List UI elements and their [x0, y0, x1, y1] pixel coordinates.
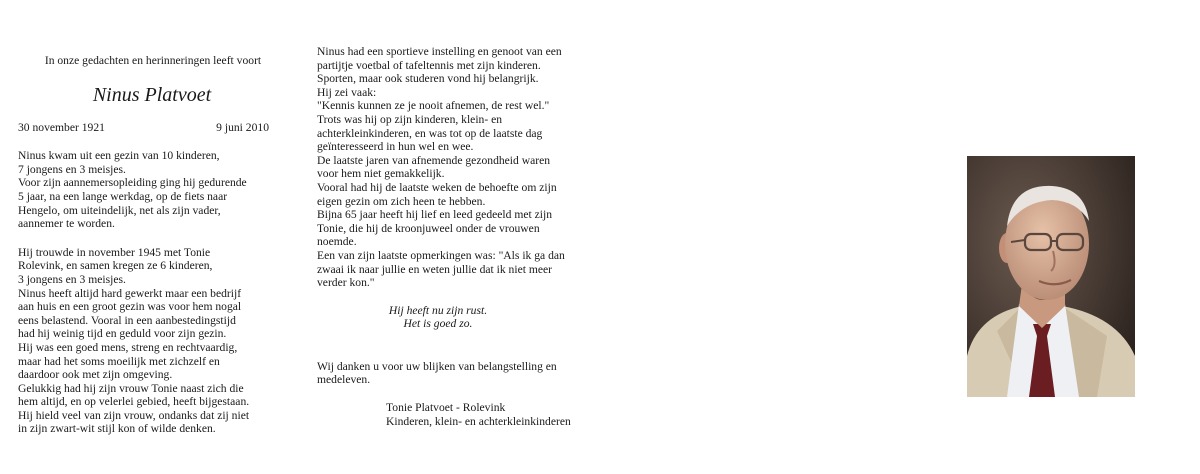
middle-column — [317, 45, 597, 428]
text-line: zwaai ik naar jullie en weten jullie dat ik niet meer — [317, 262, 552, 276]
text-line: medeleven. — [317, 373, 371, 387]
portrait-photo-icon — [967, 156, 1135, 397]
text-line: 5 jaar, na een lange werkdag, op de fiets naar — [18, 189, 228, 203]
closing-quote — [317, 304, 597, 331]
text-line: Een van zijn laatste opmerkingen was: "Als ik ga dan — [317, 248, 565, 262]
text-line: Kinderen, klein- en achterkleinkinderen — [386, 414, 571, 428]
text-line: voor hem niet gemakkelijk. — [317, 167, 445, 181]
text-line: maar had het soms moeilijk met zichzelf en — [18, 354, 220, 368]
text-line: eens belastend. Vooral in een aanbestedingstijd — [18, 313, 236, 327]
text-line: Hij trouwde in november 1945 met Tonie — [18, 245, 211, 259]
thanks-text — [317, 360, 597, 387]
text-line: daardoor ook met zijn omgeving. — [18, 368, 173, 382]
text-line: achterkleinkinderen, en was tot op de laatste dag — [317, 126, 543, 140]
text-line: Tonie Platvoet - Rolevink — [386, 401, 506, 415]
text-line: verder kon." — [317, 276, 375, 290]
date-born: 30 november 1921 — [18, 120, 105, 134]
text-line: aan huis en een groot gezin was voor hem nogal — [18, 300, 242, 314]
text-line: Gelukkig had hij zijn vrouw Tonie naast zich die — [18, 381, 244, 395]
text-line: Ninus heeft altijd hard gewerkt maar een bedrijf — [18, 286, 242, 300]
text-line: "Kennis kunnen ze je nooit afnemen, de rest wel." — [317, 99, 550, 113]
text-line: Trots was hij op zijn kinderen, klein- en — [317, 112, 503, 126]
text-line: Hij hield veel van zijn vrouw, ondanks dat zij niet — [18, 408, 250, 422]
text-line: hem altijd, en op velerlei gebied, heeft bijgestaan. — [18, 395, 250, 409]
left-column — [18, 54, 280, 436]
life-dates — [18, 121, 269, 135]
text-line: Wij danken u voor uw blijken van belangstelling en — [317, 359, 557, 373]
text-line: Sporten, maar ook studeren vond hij belangrijk. — [317, 72, 539, 86]
text-line: geïnteresseerd in hun wel en wee. — [317, 140, 474, 154]
text-line: Bijna 65 jaar heeft hij lief en leed gedeeld met zijn — [317, 208, 552, 222]
text-line: Hij zei vaak: — [317, 85, 377, 99]
deceased-name: Ninus Platvoet — [92, 83, 212, 106]
text-line: noemde. — [317, 235, 357, 249]
text-line: De laatste jaren van afnemende gezondheid waren — [317, 153, 551, 167]
text-line: Hij heeft nu zijn rust. — [388, 303, 488, 317]
intro-line: In onze gedachten en herinneringen leeft voort — [44, 54, 262, 67]
text-line: Hij was een goed mens, streng en rechtvaardig, — [18, 340, 238, 354]
text-line: aannemer te worden. — [18, 217, 115, 231]
text-line: Ninus had een sportieve instelling en genoot van een — [317, 45, 562, 58]
text-line: Voor zijn aannemersopleiding ging hij gedurende — [18, 176, 247, 190]
text-line: eigen gezin om zich heen te hebben. — [317, 194, 486, 208]
biography-paragraph-1 — [18, 149, 280, 231]
text-line: Rolevink, en samen kregen ze 6 kinderen, — [18, 259, 213, 273]
date-died: 9 juni 2010 — [216, 120, 269, 134]
text-line: 7 jongens en 3 meisjes. — [18, 162, 126, 176]
biography-paragraph-3 — [317, 45, 597, 290]
text-line: partijtje voetbal of tafeltennis met zijn kinderen. — [317, 58, 541, 72]
biography-paragraph-2 — [18, 246, 280, 436]
text-line: Tonie, die hij de kroonjuweel onder de vrouwen — [317, 221, 540, 235]
text-line: in zijn zwart-wit stijl kon of wilde denken. — [18, 422, 216, 436]
text-line: had hij weinig tijd en geduld voor zijn gezin. — [18, 327, 227, 341]
text-line: Het is goed zo. — [403, 317, 473, 331]
text-line: Ninus kwam uit een gezin van 10 kinderen, — [18, 149, 220, 163]
text-line: Vooral had hij de laatste weken de behoefte om zijn — [317, 180, 557, 194]
text-line: 3 jongens en 3 meisjes. — [18, 272, 126, 286]
text-line: Hengelo, om uiteindelijk, net als zijn vader, — [18, 203, 221, 217]
family-signature — [317, 401, 597, 428]
